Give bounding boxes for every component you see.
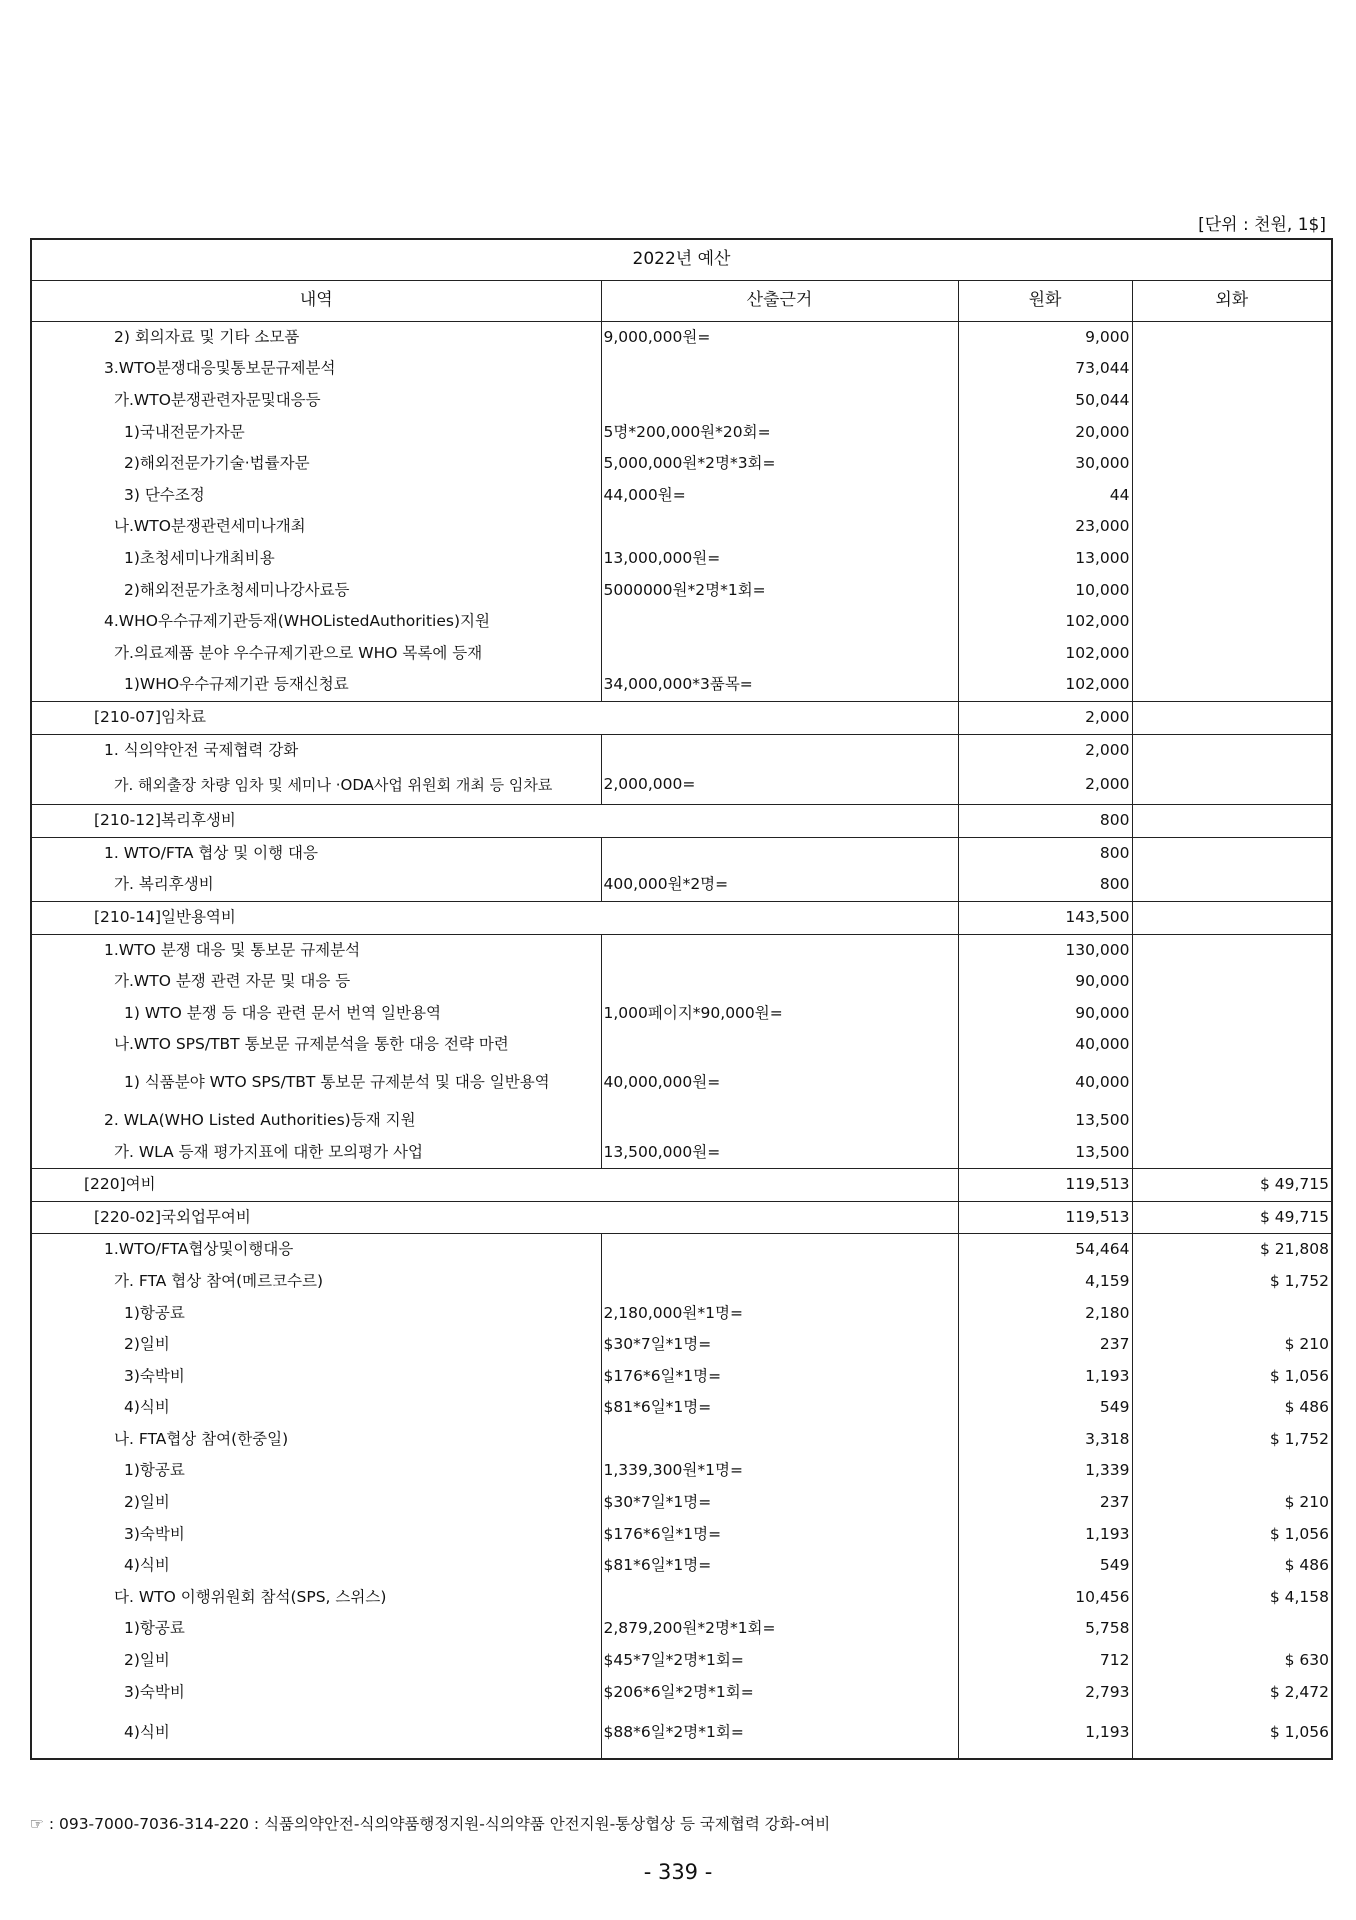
row-basis: 2,879,200원*2명*1회= [601, 1614, 958, 1646]
row-fx: $ 210 [1132, 1487, 1332, 1519]
row-description: 2) 회의자료 및 기타 소모품 [31, 322, 601, 354]
row-basis: 1,339,300원*1명= [601, 1456, 958, 1488]
table-row [31, 1105, 1332, 1137]
row-description: 1) 식품분야 WTO SPS/TBT 통보문 규제분석 및 대응 일반용역 [31, 1061, 601, 1105]
row-basis: 5000000원*2명*1회= [601, 575, 958, 607]
row-won: 800 [958, 837, 1132, 869]
row-fx: $ 630 [1132, 1645, 1332, 1677]
row-fx: $ 486 [1132, 1392, 1332, 1424]
row-description: [220]여비 [31, 1169, 958, 1202]
row-won: 2,180 [958, 1298, 1132, 1330]
row-basis: 2,000,000= [601, 766, 958, 805]
table-row [31, 1201, 1332, 1234]
row-description: 1. WTO/FTA 협상 및 이행 대응 [31, 837, 601, 869]
table-row [31, 934, 1332, 966]
row-description: 2)해외전문가기술·법률자문 [31, 448, 601, 480]
row-description: 3)숙박비 [31, 1361, 601, 1393]
row-won: 10,000 [958, 575, 1132, 607]
row-fx: $ 486 [1132, 1550, 1332, 1582]
table-row [31, 1487, 1332, 1519]
row-basis: $45*7일*2명*1회= [601, 1645, 958, 1677]
table-row [31, 543, 1332, 575]
row-won: 2,000 [958, 766, 1132, 805]
row-fx [1132, 702, 1332, 735]
table-row [31, 702, 1332, 735]
table-row [31, 1582, 1332, 1614]
row-description: 1.WTO 분쟁 대응 및 통보문 규제분석 [31, 934, 601, 966]
header-basis: 산출근거 [601, 281, 958, 322]
row-basis: 44,000원= [601, 480, 958, 512]
row-basis: $176*6일*1명= [601, 1519, 958, 1551]
row-basis [601, 512, 958, 544]
table-row [31, 1029, 1332, 1061]
table-row [31, 805, 1332, 838]
row-fx [1132, 766, 1332, 805]
row-fx [1132, 322, 1332, 354]
row-basis: $81*6일*1명= [601, 1550, 958, 1582]
row-fx: $ 21,808 [1132, 1234, 1332, 1266]
row-won: 130,000 [958, 934, 1132, 966]
row-basis [601, 1582, 958, 1614]
row-basis: $176*6일*1명= [601, 1361, 958, 1393]
row-won: 13,500 [958, 1105, 1132, 1137]
row-description: 가.WTO분쟁관련자문및대응등 [31, 385, 601, 417]
table-row [31, 1361, 1332, 1393]
row-fx [1132, 805, 1332, 838]
row-fx [1132, 837, 1332, 869]
row-description: 가.의료제품 분야 우수규제기관으로 WHO 목록에 등재 [31, 638, 601, 670]
table-row [31, 575, 1332, 607]
row-description: 2)해외전문가초청세미나강사료등 [31, 575, 601, 607]
row-won: 549 [958, 1392, 1132, 1424]
row-basis: $81*6일*1명= [601, 1392, 958, 1424]
table-row [31, 606, 1332, 638]
row-basis: 9,000,000원= [601, 322, 958, 354]
row-description: 1)초청세미나개최비용 [31, 543, 601, 575]
row-won: 102,000 [958, 670, 1132, 702]
table-row [31, 766, 1332, 805]
row-won: 1,193 [958, 1361, 1132, 1393]
row-fx: $ 49,715 [1132, 1201, 1332, 1234]
table-row [31, 1456, 1332, 1488]
row-fx: $ 1,752 [1132, 1424, 1332, 1456]
row-description: 다. WTO 이행위원회 참석(SPS, 스위스) [31, 1582, 601, 1614]
table-body [31, 322, 1332, 1760]
table-row [31, 1266, 1332, 1298]
row-fx [1132, 606, 1332, 638]
row-description: 2)일비 [31, 1329, 601, 1361]
row-won: 102,000 [958, 638, 1132, 670]
table-row [31, 1169, 1332, 1202]
row-description: 2. WLA(WHO Listed Authorities)등재 지원 [31, 1105, 601, 1137]
row-won: 1,339 [958, 1456, 1132, 1488]
row-basis: 400,000원*2명= [601, 870, 958, 902]
page-number: - 339 - [643, 1860, 713, 1884]
row-won: 54,464 [958, 1234, 1132, 1266]
row-description: [210-14]일반용역비 [31, 902, 958, 935]
row-description: 4.WHO우수규제기관등재(WHOListedAuthorities)지원 [31, 606, 601, 638]
row-fx: $ 1,752 [1132, 1266, 1332, 1298]
row-won: 90,000 [958, 998, 1132, 1030]
row-description: 나.WTO SPS/TBT 통보문 규제분석을 통한 대응 전략 마련 [31, 1029, 601, 1061]
table-row [31, 448, 1332, 480]
row-fx [1132, 448, 1332, 480]
row-description: [210-07]임차료 [31, 702, 958, 735]
row-basis: 13,500,000원= [601, 1137, 958, 1169]
row-won: 73,044 [958, 354, 1132, 386]
row-fx [1132, 1029, 1332, 1061]
row-fx [1132, 575, 1332, 607]
row-won: 800 [958, 805, 1132, 838]
row-won: 40,000 [958, 1029, 1132, 1061]
row-description: 1)국내전문가자문 [31, 417, 601, 449]
row-fx: $ 1,056 [1132, 1519, 1332, 1551]
row-description: 가. WLA 등재 평가지표에 대한 모의평가 사업 [31, 1137, 601, 1169]
row-basis: $30*7일*1명= [601, 1487, 958, 1519]
row-fx [1132, 543, 1332, 575]
row-fx [1132, 1614, 1332, 1646]
row-description: 2)일비 [31, 1645, 601, 1677]
header-fx: 외화 [1132, 281, 1332, 322]
row-basis: 1,000페이지*90,000원= [601, 998, 958, 1030]
row-description: 1)WHO우수규제기관 등재신청료 [31, 670, 601, 702]
table-row [31, 385, 1332, 417]
row-description: 가. FTA 협상 참여(메르코수르) [31, 1266, 601, 1298]
row-description: 1)항공료 [31, 1614, 601, 1646]
footnote: ☞ : 093-7000-7036-314-220 : 식품의약안전-식의약품행정지원-식의약품 안전지원-통상협상 등 국제협력 강화-여비 [30, 1815, 831, 1833]
table-title: 2022년 예산 [31, 239, 1332, 281]
row-fx [1132, 734, 1332, 766]
table-row [31, 1061, 1332, 1105]
row-basis [601, 385, 958, 417]
row-basis: 34,000,000*3품목= [601, 670, 958, 702]
row-description: 3)숙박비 [31, 1677, 601, 1709]
row-description: 2)일비 [31, 1487, 601, 1519]
row-fx [1132, 417, 1332, 449]
row-fx: $ 2,472 [1132, 1677, 1332, 1709]
row-fx [1132, 870, 1332, 902]
row-won: 2,793 [958, 1677, 1132, 1709]
row-basis [601, 354, 958, 386]
row-description: 나. FTA협상 참여(한중일) [31, 1424, 601, 1456]
table-row [31, 417, 1332, 449]
table-row [31, 870, 1332, 902]
row-won: 13,500 [958, 1137, 1132, 1169]
table-row [31, 322, 1332, 354]
row-basis: 2,180,000원*1명= [601, 1298, 958, 1330]
row-won: 3,318 [958, 1424, 1132, 1456]
row-description: 3.WTO분쟁대응및통보문규제분석 [31, 354, 601, 386]
row-won: 237 [958, 1487, 1132, 1519]
table-row [31, 1677, 1332, 1709]
row-description: [220-02]국외업무여비 [31, 1201, 958, 1234]
row-won: 4,159 [958, 1266, 1132, 1298]
table-row [31, 480, 1332, 512]
row-basis [601, 1424, 958, 1456]
row-basis [601, 837, 958, 869]
row-won: 50,044 [958, 385, 1132, 417]
row-won: 5,758 [958, 1614, 1132, 1646]
row-won: 119,513 [958, 1201, 1132, 1234]
row-basis: 5명*200,000원*20회= [601, 417, 958, 449]
row-basis: $30*7일*1명= [601, 1329, 958, 1361]
row-won: 102,000 [958, 606, 1132, 638]
row-description: 4)식비 [31, 1708, 601, 1759]
row-fx [1132, 1456, 1332, 1488]
unit-label: [단위 : 천원, 1$] [1198, 215, 1326, 235]
row-won: 44 [958, 480, 1132, 512]
table-row [31, 1392, 1332, 1424]
row-won: 549 [958, 1550, 1132, 1582]
row-description: 4)식비 [31, 1550, 601, 1582]
row-fx: $ 49,715 [1132, 1169, 1332, 1202]
row-won: 30,000 [958, 448, 1132, 480]
row-fx [1132, 354, 1332, 386]
table-row [31, 638, 1332, 670]
table-row [31, 998, 1332, 1030]
row-description: 3) 단수조정 [31, 480, 601, 512]
row-basis [601, 1105, 958, 1137]
row-description: [210-12]복리후생비 [31, 805, 958, 838]
table-row [31, 1708, 1332, 1759]
row-basis: $206*6일*2명*1회= [601, 1677, 958, 1709]
row-description: 1)항공료 [31, 1456, 601, 1488]
row-fx [1132, 1137, 1332, 1169]
table-row [31, 512, 1332, 544]
row-won: 90,000 [958, 966, 1132, 998]
row-fx [1132, 480, 1332, 512]
table-row [31, 1298, 1332, 1330]
table-row [31, 966, 1332, 998]
header-won: 원화 [958, 281, 1132, 322]
row-basis [601, 606, 958, 638]
row-description: 나.WTO분쟁관련세미나개최 [31, 512, 601, 544]
row-basis [601, 1029, 958, 1061]
row-won: 237 [958, 1329, 1132, 1361]
table-row [31, 1645, 1332, 1677]
table-row [31, 837, 1332, 869]
row-description: 3)숙박비 [31, 1519, 601, 1551]
table-row [31, 1519, 1332, 1551]
row-fx: $ 1,056 [1132, 1708, 1332, 1759]
row-fx [1132, 902, 1332, 935]
row-fx [1132, 934, 1332, 966]
row-basis [601, 1266, 958, 1298]
row-fx [1132, 1105, 1332, 1137]
row-won: 800 [958, 870, 1132, 902]
row-won: 23,000 [958, 512, 1132, 544]
row-fx [1132, 385, 1332, 417]
row-fx: $ 4,158 [1132, 1582, 1332, 1614]
table-row [31, 1614, 1332, 1646]
row-description: 1.WTO/FTA협상및이행대응 [31, 1234, 601, 1266]
row-description: 1) WTO 분쟁 등 대응 관련 문서 번역 일반용역 [31, 998, 601, 1030]
table-row [31, 1137, 1332, 1169]
row-won: 119,513 [958, 1169, 1132, 1202]
row-won: 1,193 [958, 1708, 1132, 1759]
row-basis [601, 934, 958, 966]
row-fx: $ 210 [1132, 1329, 1332, 1361]
row-won: 1,193 [958, 1519, 1132, 1551]
row-fx [1132, 670, 1332, 702]
row-fx [1132, 1061, 1332, 1105]
table-row [31, 354, 1332, 386]
row-won: 2,000 [958, 734, 1132, 766]
row-won: 10,456 [958, 1582, 1132, 1614]
row-won: 712 [958, 1645, 1132, 1677]
row-won: 143,500 [958, 902, 1132, 935]
row-description: 1. 식의약안전 국제협력 강화 [31, 734, 601, 766]
row-won: 13,000 [958, 543, 1132, 575]
row-won: 40,000 [958, 1061, 1132, 1105]
row-basis [601, 638, 958, 670]
table-row [31, 1234, 1332, 1266]
row-basis [601, 734, 958, 766]
row-description: 가. 복리후생비 [31, 870, 601, 902]
table-row [31, 1550, 1332, 1582]
row-description: 4)식비 [31, 1392, 601, 1424]
table-row [31, 1424, 1332, 1456]
row-fx [1132, 1298, 1332, 1330]
table-row [31, 1329, 1332, 1361]
table-row [31, 902, 1332, 935]
row-basis: $88*6일*2명*1회= [601, 1708, 958, 1759]
row-description: 1)항공료 [31, 1298, 601, 1330]
row-basis: 13,000,000원= [601, 543, 958, 575]
row-description: 가. 해외출장 차량 임차 및 세미나 ·ODA사업 위원회 개최 등 임차료 [31, 766, 601, 805]
row-won: 9,000 [958, 322, 1132, 354]
row-fx [1132, 512, 1332, 544]
row-won: 2,000 [958, 702, 1132, 735]
row-fx: $ 1,056 [1132, 1361, 1332, 1393]
table-row [31, 734, 1332, 766]
row-fx [1132, 998, 1332, 1030]
row-fx [1132, 966, 1332, 998]
row-won: 20,000 [958, 417, 1132, 449]
row-basis [601, 966, 958, 998]
row-basis [601, 1234, 958, 1266]
row-basis: 40,000,000원= [601, 1061, 958, 1105]
budget-table [30, 238, 1333, 1760]
row-fx [1132, 638, 1332, 670]
table-row [31, 670, 1332, 702]
row-basis: 5,000,000원*2명*3회= [601, 448, 958, 480]
header-desc: 내역 [31, 281, 601, 322]
row-description: 가.WTO 분쟁 관련 자문 및 대응 등 [31, 966, 601, 998]
